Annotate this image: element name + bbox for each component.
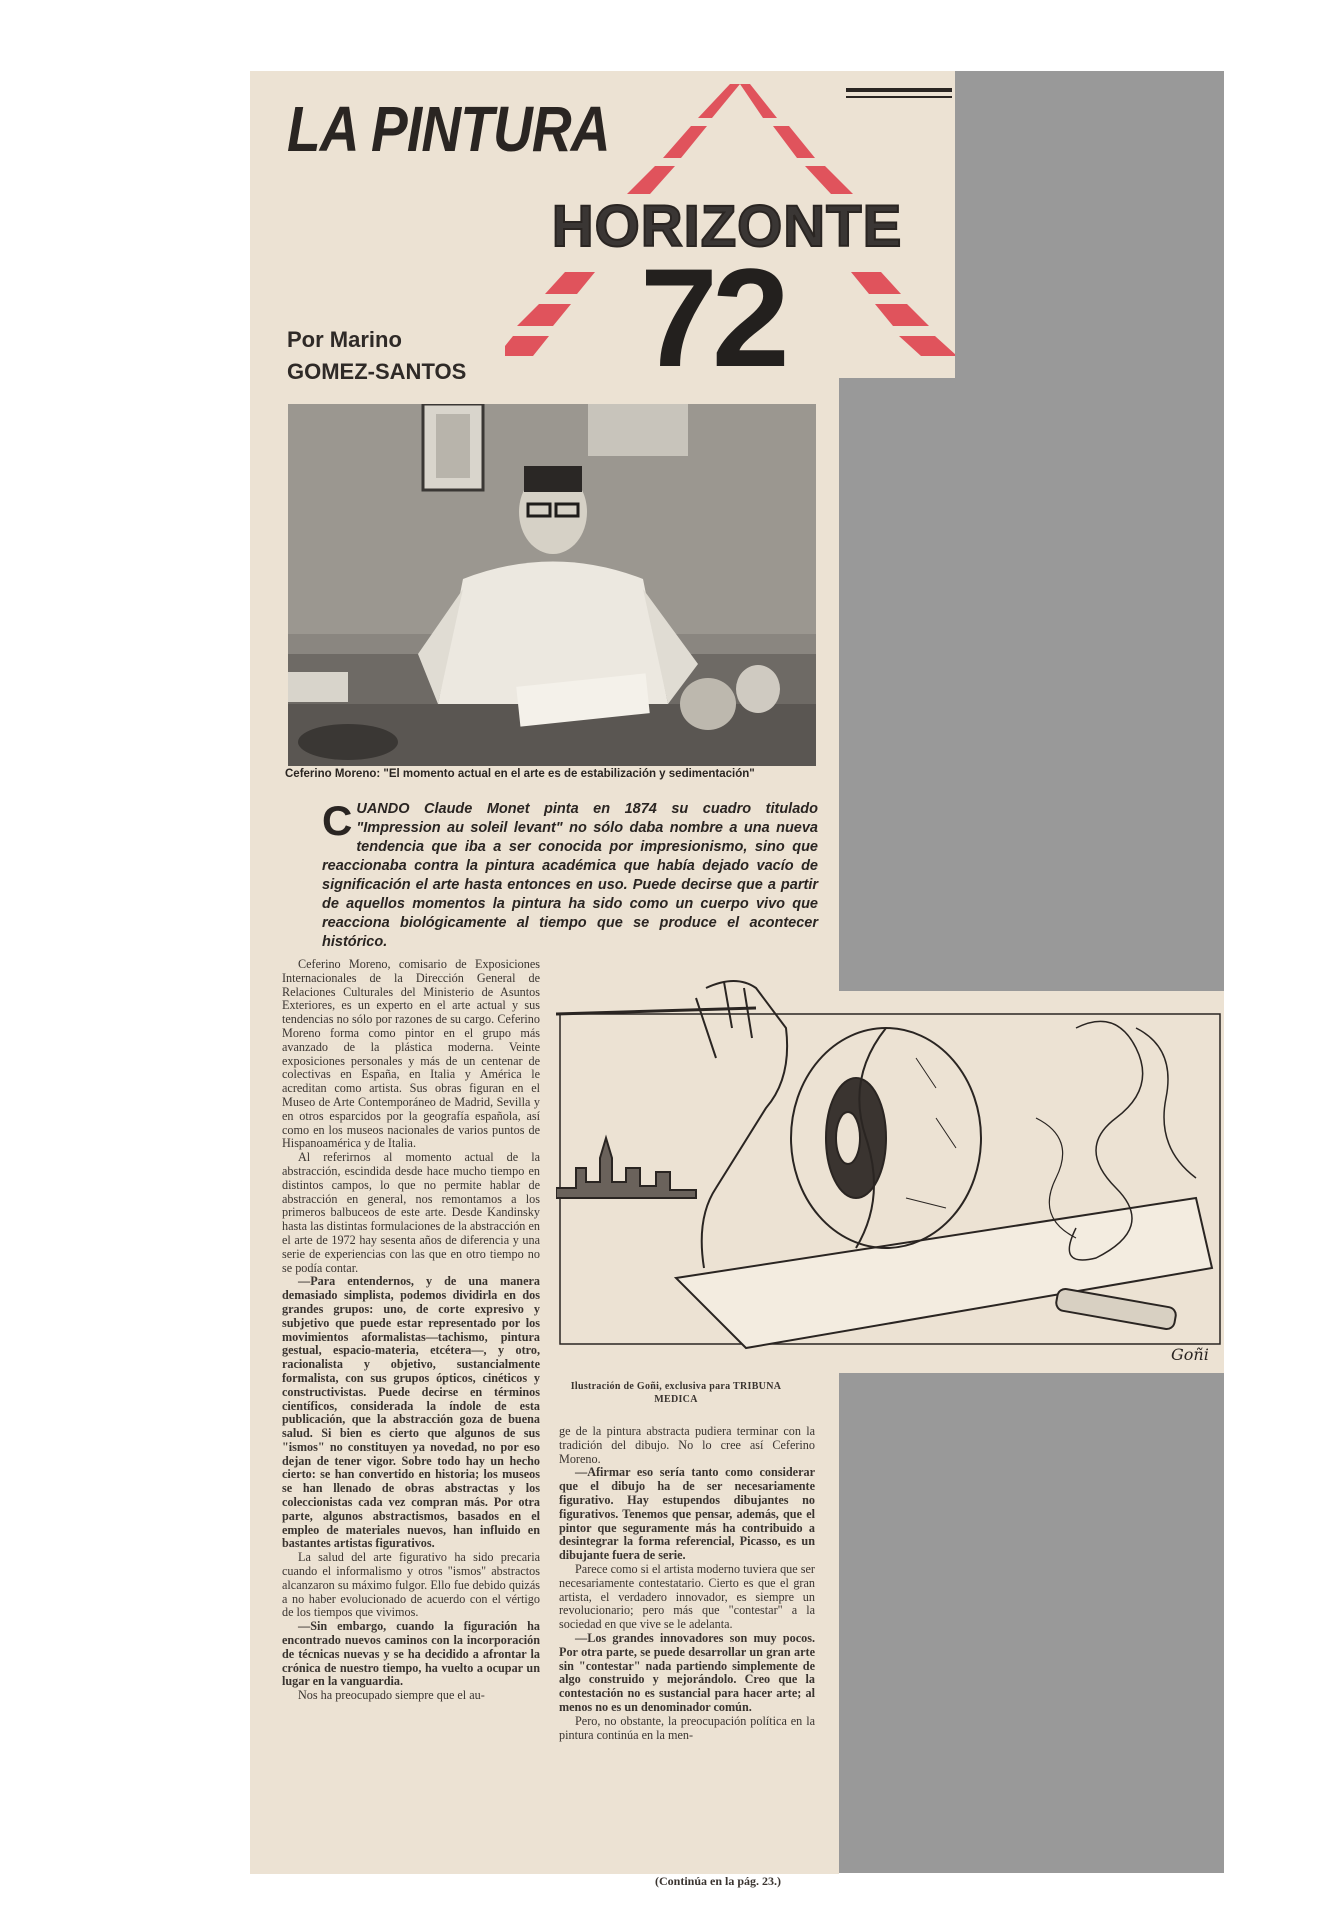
body-column-2: [559, 1425, 815, 1742]
byline: [287, 324, 466, 388]
headline-title: HORIZONTE: [551, 194, 903, 259]
illustration-signature: Goñi: [1171, 1345, 1209, 1364]
paragraph: Al referirnos al momento actual de la abstracción, escindida desde hace mucho tiempo en distintos campos, lo que no permite hablar de abstracción en general, nos remontamos a los primeros balbuceos de este arte. Desde Kandinsky hasta las distintas formulaciones de la abstracción en el arte de 1972 hay sesenta años de diferencia y una serie de experiencias con las que en otro tiempo no se podía contar.: [282, 1150, 540, 1275]
section-heading: LA PINTURA: [287, 93, 610, 165]
byline-author: GOMEZ-SANTOS: [287, 359, 467, 384]
paragraph: La salud del arte figurativo ha sido precaria cuando el informalismo y otros "ismos" abstractos alcanzaron su máximo fulgor. Ello fue debido quizás a no haber evolucionado de acuerdo con el vértigo de los tiempos que vivimos.: [282, 1550, 540, 1620]
photo-caption: Ceferino Moreno: "El momento actual en el arte es de estabilización y sedimentación": [285, 768, 755, 780]
byline-prefix: Por Marino: [287, 327, 402, 352]
paragraph: —Sin embargo, cuando la figuración ha encontrado nuevos caminos con la incorporación de técnicas nuevas y se ha decidido a afrontar la crónica de nuestro tiempo, ha vuelto a ocupar un lugar en la vanguardia.: [282, 1619, 540, 1689]
paragraph: —Los grandes innovadores son muy pocos. Por otra parte, se puede desarrollar un gran arte sin "contestar" nada partiendo simplemente de algo construido y mejorándolo. Creo que la contestación no es sustancial para hacer arte; al menos no es un denominador común.: [559, 1630, 815, 1714]
portrait-photo-drawing: [288, 404, 816, 766]
paragraph: Ceferino Moreno, comisario de Exposiciones Internacionales de la Dirección General de Relaciones Culturales del Ministerio de Asuntos Exteriores, es un experto en el arte actual y sus tendencias no sólo por razones de su cargo. Ceferino Moreno forma como pintor en el grupo más avanzado de la plástica moderna. Veinte exposiciones personales y más de un centenar de colectivas en España, en Italia y América le acreditan como artista. Sus obras figuran en el Museo de Arte Contemporáneo de Madrid, Sevilla y en otros esparcidos por la geografía española, así como en los museos nacionales de varios puntos de Hispanoamérica y de Italia.: [282, 957, 540, 1151]
illustration: [556, 968, 1224, 1372]
portrait-photo: [288, 404, 816, 766]
background-panel-right: [839, 378, 956, 991]
paragraph: ge de la pintura abstracta pudiera terminar con la tradición del dibujo. No lo cree así Ceferino Moreno.: [559, 1424, 815, 1466]
illustration-caption: Ilustración de Goñi, exclusiva para TRIBUNA MEDICA: [570, 1381, 782, 1405]
illustration-drawing: [556, 968, 1224, 1372]
body-column-1: [282, 958, 540, 1703]
paragraph: Nos ha preocupado siempre que el au-: [298, 1688, 485, 1703]
paragraph: Pero, no obstante, la preocupación política en la pintura continúa en la men-: [559, 1713, 815, 1742]
lead-paragraph: [322, 797, 818, 952]
continuation-note: (Continúa en la pág. 23.): [655, 1874, 782, 1888]
paragraph: —Afirmar eso sería tanto como considerar que el dibujo ha de ser necesariamente figurativo. Hay estupendos dibujantes no figurativos. Tenemos que pensar, además, que el pintor que seguramente más ha contribuido a desintegrar la forma referencial, Picasso, es un dibujante fuera de serie.: [559, 1465, 815, 1563]
lead-text: UANDO Claude Monet pinta en 1874 su cuadro titulado "Impression au soleil levant" no sólo daba nombre a una nueva tendencia que iba a ser conocida por impresionismo, sino que reaccionaba contra la pintura académica que había dejado vacío de significación el arte hasta entonces en uso. Puede decirse que a partir de aquellos momentos la pintura ha sido como un cuerpo vivo que reacciona biológicamente al tiempo que se produce el acontecer histórico.: [322, 801, 818, 950]
paragraph: —Para entendernos, y de una manera demasiado simplista, podemos dividirla en dos grandes grupos: uno, de corte expresivo y subjetivo que puede estar representado por los movimientos aformalistas—tachismo, pintura gestual, espacio-materia, etcétera—, y otro, racionalista y objetivo, sustancialmente formalista, con sus grupos ópticos, cinéticos y constructivistas. Puede decirse en términos científicos, considerada la índole de esta publicación, que la abstracción goza de buena salud. Si bien es cierto que algunos de sus "ismos" no constituyen ya novedad, no por eso dejan de tener vigor. Sobre todo hay un hecho cierto: se han convertido en historia; los museos se han llenado de obras abstractas y los coleccionistas cada vez compran más. Por otra parte, algunos abstractismos, basados en el empleo de materiales nuevos, han influido en bastantes artistas figurativos.: [282, 1274, 540, 1551]
background-panel-top: [955, 71, 1224, 991]
background-panel-bottom: [826, 1373, 1224, 1873]
drop-cap: C: [322, 797, 353, 844]
headline-year: 72: [640, 239, 784, 396]
paragraph: Parece como si el artista moderno tuviera que ser necesariamente contestatario. Cierto es que el gran artista, el verdadero innovador, es siempre un revolucionario; pero más que "contestar" a la sociedad en que vive se le adelanta.: [559, 1561, 815, 1632]
